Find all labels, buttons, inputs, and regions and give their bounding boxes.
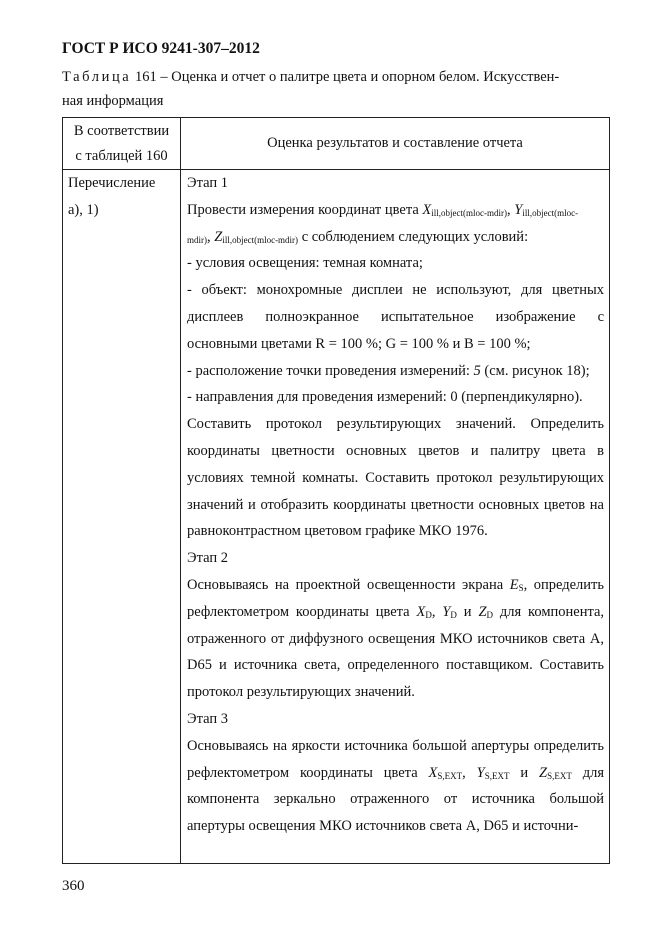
stage2-text: Основываясь на проектной освещенности экрана $E_S$, определить рефлектометром координаты цвета $X_D$, $Y_D$ и $Z_D$ для компонента, отраженного от диффузного освещения МКО источников света A, D65 и источника света, определенного поставщиком. Составить протокол результирующих значений. xyxy=(187,576,605,701)
reference-line2: а), 1) xyxy=(68,201,99,218)
col1-header xyxy=(63,118,181,170)
caption-text: 161 – Оценка и отчет о палитре цвета и опорном белом. Искусствен- xyxy=(134,69,560,85)
table-row xyxy=(63,170,610,864)
caption-label: Таблица xyxy=(62,69,132,85)
table-caption xyxy=(62,65,610,113)
stage1-condition-location: - расположение точки проведения измерений: 5 (см. рисунок 18); xyxy=(187,362,590,379)
stage1-text: Составить протокол результирующих значений. Определить координаты цветности основных цветов и палитру цвета в условиях темной комнаты. Составить протокол результирующих значений и отобразить координаты цветности основных цветов на равноконтрастном цветовом графике МКО 1976. xyxy=(187,416,604,540)
stage1-measure: Провести измерения координат цвета $X_{ill,object(mloc-mdir)}$, $Y_{ill,object(mloc-}$ $_{mdir)}$, $Z_{ill,object(mloc-mdir)}$ с соблюдением следующих условий: xyxy=(187,201,579,245)
stage1-condition-object: - объект: монохромные дисплеи не используют, для цветных дисплеев полноэкранное испытательное изображение с основными цветами R = 100 %; G = 100 % и B = 100 %; xyxy=(187,282,604,352)
col1-header-line1: В соответствии xyxy=(73,122,170,139)
stage1-condition-lighting: - условия освещения: темная комната; xyxy=(187,255,423,272)
col1-header-line2: с таблицей 160 xyxy=(75,147,168,164)
evaluation-table xyxy=(62,117,610,864)
document-header: ГОСТ Р ИСО 9241-307–2012 xyxy=(62,40,260,57)
stage3-text: Основываясь на яркости источника большой апертуры определить рефлектометром координаты цвета $X_{S,EXT}$, $Y_{S,EXT}$ и $Z_{S,EXT}$ для компонента зеркально отраженного от источника большой апертуры освещения МКО источников света A, D65 и источни- xyxy=(187,737,605,835)
reference-line1: Перечисление xyxy=(68,175,156,191)
page-number: 360 xyxy=(62,878,85,894)
table-header-row xyxy=(63,118,610,170)
stage3-title: Этап 3 xyxy=(187,710,228,727)
stage1-title: Этап 1 xyxy=(187,175,228,191)
stage1-condition-direction: - направления для проведения измерений: 0 (перпендикулярно). xyxy=(187,389,583,406)
col2-header: Оценка результатов и составление отчета xyxy=(181,118,610,170)
stage2-title: Этап 2 xyxy=(187,550,228,567)
caption-text-line2: ная информация xyxy=(62,93,164,109)
evaluation-cell xyxy=(181,170,610,864)
reference-cell xyxy=(63,170,181,864)
